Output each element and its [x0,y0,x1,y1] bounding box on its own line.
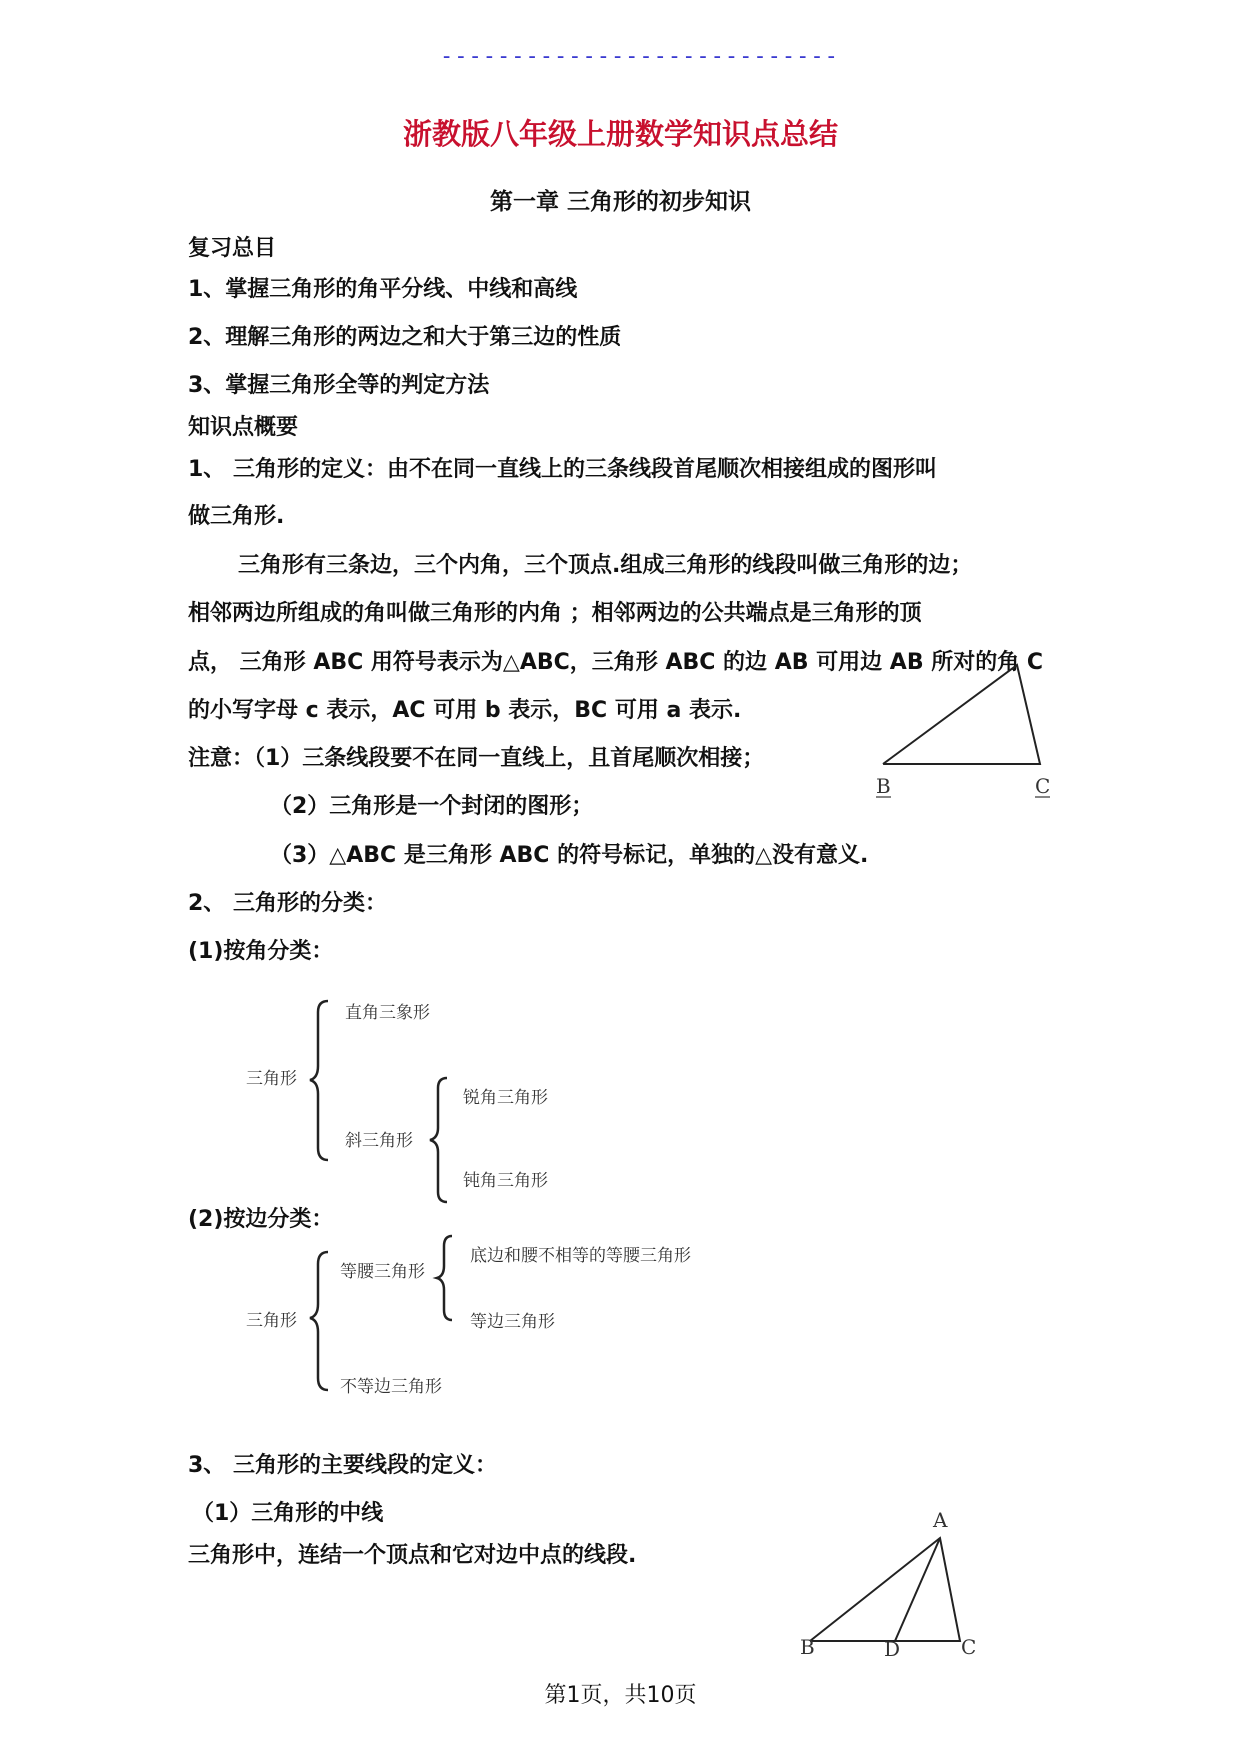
page-footer: 第1页，共10页 [544,1683,697,1708]
chapter-heading: 第一章 三角形的初步知识 [489,189,751,215]
fig2-label-a: A [933,1508,948,1532]
by-angle-heading: (1)按角分类： [188,939,334,964]
median-triangle-figure [810,1538,960,1641]
fig1-label-c: C [1035,774,1051,798]
header-dashes: ---------------------------- [440,44,839,69]
paragraph-line-4: 的小写字母 c 表示，AC 可用 b 表示，BC 可用 a 表示. [188,698,742,723]
tree-angle-oblique: 斜三角形 [345,1131,413,1151]
review-item-2: 2、理解三角形的两边之和大于第三边的性质 [188,325,622,350]
angle-subtree-brace [430,1078,447,1202]
side-subtree-brace [437,1236,452,1320]
document-title: 浙教版八年级上册数学知识点总结 [402,117,838,151]
tree-side-iso-sub1: 底边和腰不相等的等腰三角形 [470,1246,691,1266]
angle-tree-brace [310,1001,328,1160]
tree-side-root: 三角形 [246,1311,297,1331]
review-heading: 复习总目 [188,236,277,261]
tree-angle-root: 三角形 [246,1069,297,1089]
side-tree-brace [310,1252,328,1390]
definition-line-1: 1、 三角形的定义：由不在同一直线上的三条线段首尾顺次相接组成的图形叫 [188,457,937,482]
fig2-label-d: D [884,1637,901,1661]
fig2-label-b: B [800,1635,815,1659]
tree-side-scalene: 不等边三角形 [340,1377,442,1397]
tree-side-iso-sub2: 等边三角形 [470,1312,555,1332]
review-item-3: 3、掌握三角形全等的判定方法 [188,373,490,398]
paragraph-line-2: 相邻两边所组成的角叫做三角形的内角 ；相邻两边的公共端点是三角形的顶 [188,601,922,626]
fig2-label-c: C [961,1635,977,1659]
by-side-heading: (2)按边分类： [188,1207,334,1232]
classification-heading: 2、 三角形的分类： [188,891,387,916]
review-item-1: 1、掌握三角形的角平分线、中线和高线 [188,277,578,302]
definition-line-2: 做三角形. [188,504,285,529]
note-3: （3）△ABC 是三角形 ABC 的符号标记，单独的△没有意义. [270,843,869,868]
note-1: 注意：（1）三条线段要不在同一直线上，且首尾顺次相接； [188,746,765,771]
note-2: （2）三角形是一个封闭的图形； [270,794,594,819]
knowledge-heading: 知识点概要 [188,415,299,440]
tree-angle-right: 直角三象形 [345,1003,430,1023]
fig1-label-b: B [876,774,891,798]
tree-angle-obtuse: 钝角三角形 [463,1171,548,1191]
tree-side-isosceles: 等腰三角形 [340,1262,425,1282]
median-definition: 三角形中，连结一个顶点和它对边中点的线段. [188,1543,637,1568]
paragraph-line-3: 点， 三角形 ABC 用符号表示为△ABC，三角形 ABC 的边 AB 可用边 AB 所对的角 C [188,650,1044,675]
tree-angle-acute: 锐角三角形 [463,1088,548,1108]
median-heading: （1）三角形的中线 [192,1501,384,1526]
triangle-figure-1 [883,665,1040,764]
segments-heading: 3、 三角形的主要线段的定义： [188,1453,497,1478]
paragraph-line-1: 三角形有三条边，三个内角，三个顶点.组成三角形的线段叫做三角形的边； [238,553,973,578]
